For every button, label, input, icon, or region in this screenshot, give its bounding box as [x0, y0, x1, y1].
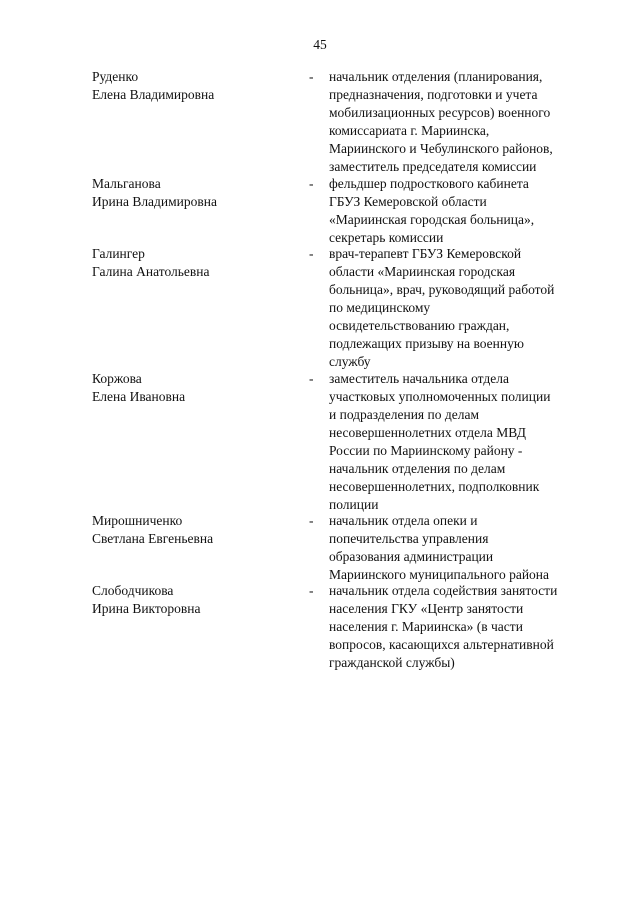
position-line: начальник отдела опеки и	[329, 513, 478, 528]
position-line: комиссариата г. Мариинска,	[329, 123, 490, 138]
position-line: начальник отделения (планирования,	[329, 69, 543, 84]
position-line: начальник отделения по делам	[329, 461, 506, 476]
position-line: начальник отдела содействия занятости	[329, 583, 558, 598]
member-name	[92, 245, 292, 281]
position-line: и подразделения по делам	[329, 407, 479, 422]
position-line: несовершеннолетних, подполковник	[329, 479, 540, 494]
position-line: заместитель председателя комиссии	[329, 159, 537, 174]
member-name	[92, 68, 292, 104]
member-name	[92, 512, 292, 548]
position-line: образования администрации	[329, 549, 494, 564]
member-position	[329, 175, 599, 247]
position-line: секретарь комиссии	[329, 230, 444, 245]
member-given-name: Светлана Евгеньевна	[92, 531, 214, 546]
member-name	[92, 175, 292, 211]
position-line: ГБУЗ Кемеровской области	[329, 194, 487, 209]
member-position	[329, 370, 599, 514]
position-line: полиции	[329, 497, 379, 512]
position-line: заместитель начальника отдела	[329, 371, 509, 386]
position-line: службу	[329, 354, 371, 369]
member-position	[329, 512, 599, 584]
member-given-name: Ирина Владимировна	[92, 194, 218, 209]
position-line: населения г. Мариинска» (в части	[329, 619, 523, 634]
dash-separator: -	[309, 371, 314, 386]
position-line: России по Мариинскому району -	[329, 443, 523, 458]
member-surname: Галингер	[92, 246, 145, 261]
page-number: 45	[313, 37, 327, 52]
member-name	[92, 370, 292, 406]
member-position	[329, 582, 599, 672]
position-line: участковых уполномоченных полиции	[329, 389, 551, 404]
member-given-name: Галина Анатольевна	[92, 264, 210, 279]
member-position	[329, 68, 599, 176]
position-line: попечительства управления	[329, 531, 489, 546]
position-line: гражданской службы)	[329, 655, 455, 670]
member-given-name: Елена Владимировна	[92, 87, 215, 102]
position-line: области «Мариинская городская	[329, 264, 516, 279]
position-line: вопросов, касающихся альтернативной	[329, 637, 554, 652]
position-line: населения ГКУ «Центр занятости	[329, 601, 524, 616]
member-position	[329, 245, 599, 371]
dash-separator: -	[309, 583, 314, 598]
member-surname: Коржова	[92, 371, 142, 386]
position-line: подлежащих призыву на военную	[329, 336, 524, 351]
position-line: фельдшер подросткового кабинета	[329, 176, 529, 191]
member-name	[92, 582, 292, 618]
member-given-name: Ирина Викторовна	[92, 601, 201, 616]
member-surname: Руденко	[92, 69, 139, 84]
position-line: несовершеннолетних отдела МВД	[329, 425, 526, 440]
dash-separator: -	[309, 513, 314, 528]
member-surname: Мирошниченко	[92, 513, 183, 528]
member-given-name: Елена Ивановна	[92, 389, 186, 404]
position-line: врач-терапевт ГБУЗ Кемеровской	[329, 246, 522, 261]
member-surname: Мальганова	[92, 176, 161, 191]
dash-separator: -	[309, 246, 314, 261]
dash-separator: -	[309, 69, 314, 84]
position-line: больница», врач, руководящий работой	[329, 282, 555, 297]
position-line: Мариинского муниципального района	[329, 567, 550, 582]
position-line: освидетельствованию граждан,	[329, 318, 510, 333]
position-line: предназначения, подготовки и учета	[329, 87, 538, 102]
member-surname: Слободчикова	[92, 583, 174, 598]
position-line: по медицинскому	[329, 300, 431, 315]
position-line: Мариинского и Чебулинского районов,	[329, 141, 553, 156]
dash-separator: -	[309, 176, 314, 191]
position-line: «Мариинская городская больница»,	[329, 212, 535, 227]
position-line: мобилизационных ресурсов) военного	[329, 105, 551, 120]
